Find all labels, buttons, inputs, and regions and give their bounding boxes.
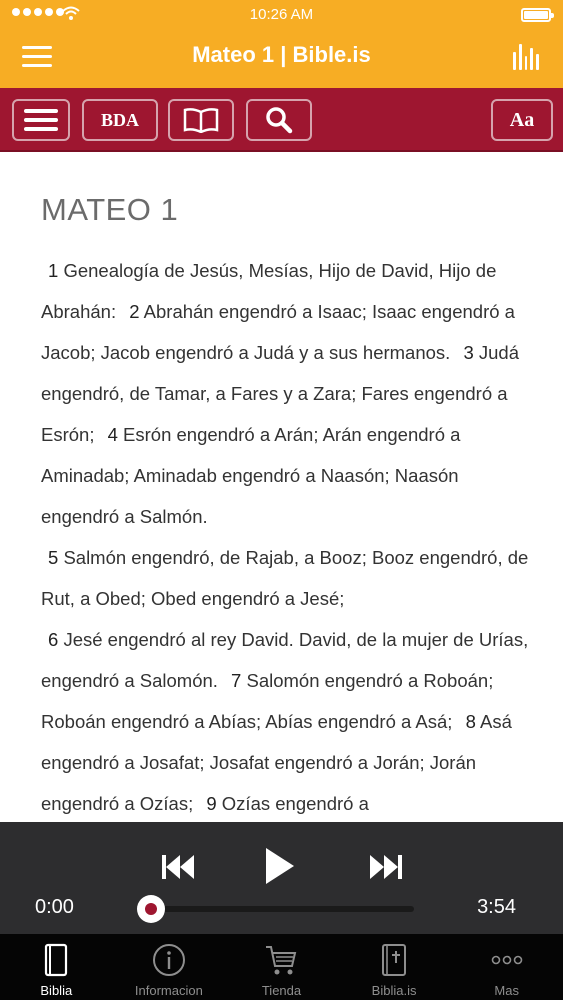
version-button[interactable]: BDA — [82, 99, 158, 141]
verse-number: 4 — [107, 424, 118, 445]
total-time: 3:54 — [477, 896, 516, 918]
tab-label: Informacion — [134, 983, 203, 998]
verse-number: 5 — [48, 547, 59, 568]
open-book-icon — [183, 107, 219, 133]
bible-book-icon — [38, 942, 74, 978]
tab-biblia-is[interactable] — [338, 934, 451, 1000]
verse-text: Jesé engendró al rey David. David, de la mujer de Urías, engendró a Salomón. — [41, 629, 529, 691]
book-button[interactable] — [168, 99, 234, 141]
tab-label: Biblia — [40, 983, 73, 998]
info-icon — [151, 942, 187, 978]
verse-text: Ozías engendró a — [221, 793, 369, 814]
tab-biblia[interactable] — [0, 934, 113, 1000]
more-dots-icon — [489, 942, 525, 978]
reader-toolbar — [0, 88, 563, 152]
chapter-text — [41, 250, 529, 822]
current-time: 0:00 — [35, 896, 74, 918]
shopping-cart-icon — [263, 942, 299, 978]
verse-number: 7 — [231, 670, 242, 691]
audio-levels-icon[interactable] — [513, 42, 539, 70]
tab-label: Biblia.is — [371, 983, 417, 998]
verse-text: Genealogía de Jesús, Mesías, Hijo de David, Hijo de Abrahán: — [41, 260, 497, 322]
verse-text: Abrahán engendró a Isaac; Isaac engendró a Jacob; Jacob engendró a Judá y a sus hermanos. — [41, 301, 515, 363]
verse-text: Esrón engendró a Arán; Arán engendró a Aminadab; Aminadab engendró a Naasón; Naasón engendró a Salmón. — [41, 424, 461, 527]
tab-label: Mas — [494, 983, 519, 998]
app-header — [0, 0, 563, 88]
list-icon — [24, 104, 58, 136]
audio-player — [0, 822, 563, 934]
verse-number: 1 — [48, 260, 59, 281]
previous-chapter-icon[interactable] — [162, 854, 194, 880]
reader-content[interactable] — [0, 152, 563, 822]
verse-number: 9 — [206, 793, 217, 814]
tab-tienda[interactable] — [225, 934, 338, 1000]
play-icon[interactable] — [266, 848, 294, 884]
chapter-title: MATEO 1 — [41, 192, 179, 227]
verse-text: Salmón engendró, de Rajab, a Booz; Booz engendró, de Rut, a Obed; Obed engendró a Jesé; — [41, 547, 529, 609]
tab-informacion[interactable] — [113, 934, 226, 1000]
verse-number: 8 — [465, 711, 476, 732]
status-bar — [0, 0, 563, 30]
verse-text: Asá engendró a Josafat; Josafat engendró a Jorán; Jorán engendró a Ozías; — [41, 711, 512, 814]
next-chapter-icon[interactable] — [370, 854, 402, 880]
font-size-button[interactable]: Aa — [491, 99, 553, 141]
progress-slider[interactable] — [150, 906, 414, 912]
verse-text: Judá engendró, de Tamar, a Fares y a Zara; Fares engendró a Esrón; — [41, 342, 520, 445]
search-button[interactable] — [246, 99, 312, 141]
page-title: Mateo 1 | Bible.is — [192, 42, 371, 67]
verse-text: Salomón engendró a Roboán; Roboán engendró a Abías; Abías engendró a Asá; — [41, 670, 494, 732]
holy-bible-icon — [376, 942, 412, 978]
verse-number: 2 — [129, 301, 140, 322]
verse-number: 3 — [463, 342, 474, 363]
status-time: 10:26 AM — [249, 6, 314, 23]
verse-number: 6 — [48, 629, 59, 650]
battery-icon — [521, 8, 551, 22]
tab-mas[interactable] — [450, 934, 563, 1000]
bottom-tab-bar — [0, 934, 563, 1000]
progress-thumb[interactable] — [137, 895, 165, 923]
tab-label: Tienda — [261, 983, 302, 998]
chapter-menu-button[interactable] — [12, 99, 70, 141]
search-icon — [265, 106, 293, 134]
